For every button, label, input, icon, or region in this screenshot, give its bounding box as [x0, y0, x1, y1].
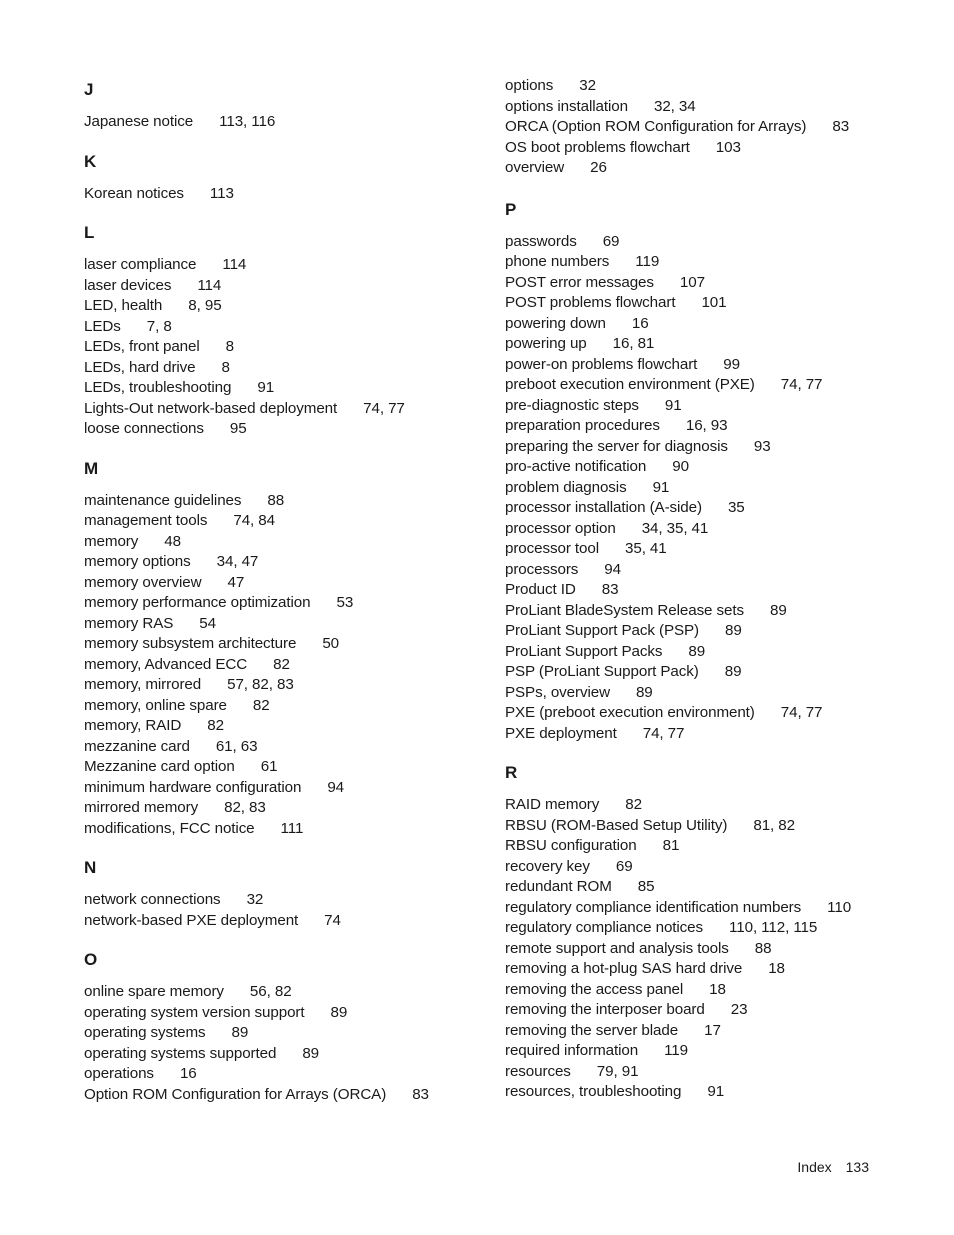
index-entry [84, 737, 484, 758]
index-term: LED, health [84, 297, 163, 314]
index-page-refs[interactable]: 119 [635, 253, 660, 270]
index-page-refs[interactable]: 57, 82, 83 [227, 676, 294, 693]
index-page-refs[interactable]: 107 [679, 273, 705, 291]
index-page-refs[interactable]: 16 [631, 314, 649, 332]
index-column-left [84, 70, 484, 1124]
index-page-refs[interactable]: 110 [827, 898, 852, 916]
index-entry [84, 696, 484, 717]
index-section-m [84, 459, 484, 840]
index-entry [84, 593, 484, 614]
index-entry [505, 580, 925, 601]
index-page-refs[interactable]: 82 [625, 796, 642, 813]
index-term: required information [505, 1042, 639, 1059]
index-entry [505, 1000, 925, 1021]
index-page-refs[interactable]: 8, 95 [188, 297, 222, 314]
index-page-refs[interactable]: 32 [579, 77, 596, 94]
index-entry [505, 1041, 925, 1062]
index-page-refs[interactable]: 110, 112, 115 [729, 919, 818, 936]
index-term: processor option [505, 519, 616, 537]
index-section-k [84, 152, 484, 205]
index-entry [505, 138, 925, 159]
index-page-refs[interactable]: 61, 63 [215, 737, 258, 755]
index-page-refs[interactable]: 113, 116 [219, 113, 276, 130]
index-entry [84, 276, 484, 297]
index-page-refs[interactable]: 82 [252, 696, 270, 714]
index-section-r [505, 763, 925, 1103]
index-entry [84, 1085, 484, 1106]
index-entry [505, 334, 925, 355]
index-term: resources, troubleshooting [505, 1083, 682, 1100]
index-entry [505, 703, 925, 724]
index-term: preboot execution environment (PXE) [505, 376, 755, 393]
index-term: power-on problems flowchart [505, 355, 698, 373]
index-page-refs[interactable]: 74, 77 [363, 399, 405, 417]
index-page-refs[interactable]: 82 [273, 655, 290, 673]
index-term: Japanese notice [84, 113, 194, 130]
index-entry [84, 798, 484, 819]
index-entry [505, 662, 925, 683]
index-term: resources [505, 1062, 571, 1080]
index-page-refs[interactable]: 79, 91 [596, 1062, 639, 1080]
index-page-refs[interactable]: 17 [704, 1021, 721, 1039]
index-page-refs[interactable]: 74 [324, 911, 341, 929]
index-page-refs[interactable]: 89 [769, 601, 787, 619]
index-page-refs[interactable]: 94 [604, 560, 621, 578]
index-entry [84, 491, 484, 512]
index-page-refs[interactable]: 99 [723, 355, 740, 373]
index-term: ProLiant Support Pack (PSP) [505, 622, 699, 639]
footer-page-number: 133 [845, 1159, 869, 1175]
index-page-refs[interactable]: 89 [302, 1044, 320, 1062]
index-entry [505, 498, 925, 519]
index-term: loose connections [84, 420, 204, 437]
index-page-refs[interactable]: 114 [197, 276, 222, 294]
index-term: pro-active notification [505, 458, 647, 475]
index-entry [505, 1082, 925, 1103]
index-entry [84, 675, 484, 696]
index-term: removing the access panel [505, 980, 684, 998]
index-term: powering down [505, 314, 606, 332]
index-page-refs[interactable]: 35, 41 [625, 540, 667, 557]
index-page-refs[interactable]: 8 [225, 338, 235, 355]
index-entry [505, 939, 925, 960]
index-entry [84, 757, 484, 778]
index-page-refs[interactable]: 18 [768, 960, 785, 977]
section-letter-heading: K [84, 151, 97, 171]
index-term: laser compliance [84, 256, 197, 273]
index-page-refs[interactable]: 35 [727, 499, 745, 516]
index-term: network connections [84, 891, 221, 908]
index-term: LEDs, troubleshooting [84, 379, 232, 396]
index-term: OS boot problems flowchart [505, 138, 690, 156]
index-entry [505, 273, 925, 294]
index-page-refs[interactable]: 88 [754, 939, 772, 957]
continued-entries [505, 76, 925, 179]
index-term: regulatory compliance identification numbers [505, 898, 802, 916]
index-entry [84, 511, 484, 532]
index-term: LEDs, front panel [84, 338, 200, 355]
index-term: removing the interposer board [505, 1001, 705, 1018]
index-page-refs[interactable]: 47 [227, 573, 245, 591]
index-term: remote support and analysis tools [505, 939, 729, 957]
index-section-p [505, 200, 925, 745]
index-term: mirrored memory [84, 799, 199, 816]
index-entry [84, 890, 484, 911]
index-term: memory RAS [84, 614, 174, 632]
index-term: mezzanine card [84, 737, 190, 755]
index-entry [505, 724, 925, 745]
section-letter-heading: O [84, 950, 98, 969]
index-term: operating systems [84, 1024, 206, 1041]
index-page-refs[interactable]: 69 [602, 232, 620, 250]
index-term: redundant ROM [505, 878, 612, 895]
index-entry [505, 416, 925, 437]
index-entry [505, 97, 925, 118]
index-entry [84, 614, 484, 635]
index-page-refs[interactable]: 18 [709, 980, 726, 998]
index-entry [505, 314, 925, 335]
index-entry [84, 184, 484, 205]
index-term: memory, mirrored [84, 676, 202, 693]
index-page-refs[interactable]: 23 [730, 1001, 748, 1018]
index-entry [84, 1023, 484, 1044]
index-term: operating system version support [84, 1003, 305, 1021]
index-page-refs[interactable]: 93 [753, 437, 771, 455]
section-letter-heading: P [505, 199, 517, 219]
index-entry [505, 683, 925, 704]
index-column-right [505, 70, 925, 1122]
index-page-refs[interactable]: 54 [199, 614, 216, 632]
index-term: memory, RAID [84, 717, 182, 734]
index-term: PXE (preboot execution environment) [505, 704, 755, 721]
index-term: modifications, FCC notice [84, 819, 255, 837]
index-page-refs[interactable]: 85 [637, 878, 655, 895]
index-entry [84, 1003, 484, 1024]
index-entry [84, 1044, 484, 1065]
index-term: ProLiant Support Packs [505, 642, 663, 660]
index-page-refs[interactable]: 89 [725, 622, 742, 639]
index-entry [84, 573, 484, 594]
index-term: PXE deployment [505, 724, 617, 742]
index-term: Product ID [505, 581, 576, 598]
index-term: memory options [84, 553, 191, 570]
index-section-o [84, 950, 484, 1105]
index-entry [505, 396, 925, 417]
index-term: POST error messages [505, 273, 654, 291]
index-page-refs[interactable]: 16 [179, 1065, 197, 1082]
index-entry [84, 337, 484, 358]
index-page-refs[interactable]: 90 [672, 458, 689, 475]
index-page-refs[interactable]: 74, 77 [642, 724, 685, 742]
index-page-refs[interactable]: 16, 81 [612, 335, 655, 352]
index-entry [84, 819, 484, 840]
index-term: laser devices [84, 276, 172, 294]
index-section-n [84, 858, 484, 931]
index-section-j [84, 80, 484, 133]
index-term: ORCA (Option ROM Configuration for Arrays) [505, 118, 807, 135]
index-term: preparation procedures [505, 417, 660, 434]
index-entry [505, 232, 925, 253]
index-term: POST problems flowchart [505, 294, 676, 311]
index-page-refs[interactable]: 83 [601, 581, 619, 598]
index-entry [84, 419, 484, 440]
index-term: minimum hardware configuration [84, 778, 302, 796]
index-term: passwords [505, 232, 577, 250]
index-page-refs[interactable]: 119 [664, 1042, 688, 1059]
index-page-refs[interactable]: 91 [664, 396, 682, 414]
index-page-refs[interactable]: 48 [164, 532, 181, 550]
index-term: LEDs, hard drive [84, 358, 196, 376]
index-page-refs[interactable]: 111 [280, 819, 304, 837]
index-term: Lights-Out network-based deployment [84, 399, 338, 417]
index-term: Option ROM Configuration for Arrays (ORCA) [84, 1085, 387, 1103]
index-page-refs[interactable]: 61 [260, 758, 278, 775]
index-entry [505, 539, 925, 560]
index-term: Mezzanine card option [84, 758, 235, 775]
section-letter-heading: M [84, 458, 99, 478]
index-page-refs[interactable]: 56, 82 [249, 983, 292, 1000]
index-entry [84, 255, 484, 276]
index-entry [84, 634, 484, 655]
section-letter-heading: N [84, 858, 97, 877]
index-term: PSPs, overview [505, 683, 610, 701]
index-term: powering up [505, 335, 587, 352]
index-term: preparing the server for diagnosis [505, 437, 728, 455]
index-term: removing the server blade [505, 1021, 679, 1039]
index-entry [505, 560, 925, 581]
index-term: options installation [505, 97, 628, 115]
index-entry [505, 980, 925, 1001]
index-page-refs[interactable]: 34, 47 [216, 553, 259, 570]
index-page-refs[interactable]: 89 [231, 1024, 249, 1041]
index-page-refs[interactable]: 81, 82 [753, 816, 795, 834]
index-entry [505, 1062, 925, 1083]
section-letter-heading: L [84, 223, 95, 242]
index-entry [84, 716, 484, 737]
index-term: PSP (ProLiant Support Pack) [505, 663, 699, 680]
index-page-refs[interactable]: 50 [322, 635, 340, 652]
index-page-refs[interactable]: 53 [336, 594, 354, 611]
index-term: operations [84, 1065, 154, 1082]
index-page-refs[interactable]: 26 [590, 159, 607, 176]
index-section-l [84, 223, 484, 440]
index-entry [505, 601, 925, 622]
index-term: pre-diagnostic steps [505, 396, 639, 414]
index-entry [505, 816, 925, 837]
index-entry [505, 478, 925, 499]
index-entry [505, 857, 925, 878]
index-page-refs[interactable]: 7, 8 [146, 317, 172, 335]
index-term: memory subsystem architecture [84, 635, 297, 652]
index-entry [505, 1021, 925, 1042]
index-page-refs[interactable]: 89 [724, 663, 742, 680]
index-term: RBSU (ROM-Based Setup Utility) [505, 816, 728, 834]
index-page-refs[interactable]: 32 [246, 891, 264, 908]
index-entry [84, 552, 484, 573]
index-entry [84, 317, 484, 338]
section-letter-heading: R [505, 763, 518, 782]
index-entry [505, 252, 925, 273]
index-term: maintenance guidelines [84, 491, 242, 509]
index-page-refs[interactable]: 82 [207, 717, 224, 734]
index-entry [84, 778, 484, 799]
index-entry [505, 877, 925, 898]
index-term: overview [505, 159, 565, 176]
footer-label: Index [797, 1159, 832, 1175]
index-page-refs[interactable]: 83 [412, 1085, 429, 1103]
index-entry [84, 1064, 484, 1085]
index-term: memory performance optimization [84, 594, 311, 611]
index-page-refs[interactable]: 95 [229, 420, 247, 437]
index-entry [505, 375, 925, 396]
index-page-refs[interactable]: 32, 34 [653, 97, 696, 115]
index-page-refs[interactable]: 103 [715, 138, 741, 156]
index-entry [84, 112, 484, 133]
index-entry [84, 399, 484, 420]
index-entry [84, 655, 484, 676]
index-term: options [505, 77, 554, 94]
index-term: removing a hot-plug SAS hard drive [505, 960, 743, 977]
index-page-refs[interactable]: 81 [662, 837, 680, 854]
index-entry [505, 457, 925, 478]
index-entry [505, 918, 925, 939]
index-entry [505, 621, 925, 642]
index-entry [84, 911, 484, 932]
index-entry [84, 358, 484, 379]
index-entry [505, 437, 925, 458]
index-term: Korean notices [84, 184, 184, 202]
index-entry [84, 378, 484, 399]
index-page-refs[interactable]: 74, 77 [780, 376, 823, 393]
index-page-refs[interactable]: 82, 83 [224, 799, 266, 816]
index-term: ProLiant BladeSystem Release sets [505, 601, 744, 619]
index-page-refs[interactable]: 88 [267, 491, 285, 509]
index-page-refs[interactable]: 89 [688, 642, 706, 660]
index-page-refs[interactable]: 89 [635, 683, 653, 701]
index-term: processors [505, 560, 579, 578]
index-term: LEDs [84, 317, 121, 335]
index-term: network-based PXE deployment [84, 911, 299, 929]
index-entry [505, 519, 925, 540]
index-term: memory [84, 532, 139, 550]
index-entry [505, 959, 925, 980]
index-entry [84, 982, 484, 1003]
index-term: memory, online spare [84, 696, 227, 714]
index-term: processor tool [505, 540, 599, 557]
index-term: recovery key [505, 857, 590, 875]
index-term: memory, Advanced ECC [84, 655, 248, 673]
index-term: processor installation (A-side) [505, 499, 702, 516]
index-entry [505, 642, 925, 663]
page-footer [797, 1158, 869, 1176]
index-page-refs[interactable]: 74, 77 [780, 704, 823, 721]
index-entry [84, 532, 484, 553]
index-page-refs[interactable]: 8 [221, 358, 230, 376]
index-term: memory overview [84, 573, 202, 591]
section-letter-heading: J [84, 80, 94, 99]
index-page-refs[interactable]: 91 [652, 478, 670, 496]
index-page-refs[interactable]: 91 [707, 1083, 725, 1100]
index-entry [505, 76, 925, 97]
index-term: RAID memory [505, 796, 600, 813]
index-entry [505, 117, 925, 138]
index-page-refs[interactable]: 83 [832, 118, 850, 135]
index-page-refs[interactable]: 113 [209, 184, 234, 202]
index-term: regulatory compliance notices [505, 919, 704, 936]
index-term: problem diagnosis [505, 478, 627, 496]
index-page-refs[interactable]: 101 [701, 294, 727, 311]
index-term: RBSU configuration [505, 837, 637, 854]
index-page-refs[interactable]: 69 [615, 857, 633, 875]
index-entry [505, 355, 925, 376]
index-term: online spare memory [84, 983, 224, 1000]
index-page-refs[interactable]: 94 [327, 778, 345, 796]
index-entry [505, 836, 925, 857]
index-term: operating systems supported [84, 1044, 277, 1062]
index-entry [84, 296, 484, 317]
index-page-refs[interactable]: 34, 35, 41 [641, 519, 709, 537]
index-page-refs[interactable]: 16, 93 [685, 417, 728, 434]
index-term: management tools [84, 512, 208, 529]
index-page-refs[interactable]: 114 [222, 256, 247, 273]
index-page-refs[interactable]: 91 [257, 379, 275, 396]
index-entry [505, 293, 925, 314]
index-entry [505, 898, 925, 919]
index-page-refs[interactable]: 89 [330, 1003, 348, 1021]
index-entry [505, 158, 925, 179]
index-term: phone numbers [505, 253, 610, 270]
index-entry [505, 795, 925, 816]
index-page-refs[interactable]: 74, 84 [233, 512, 275, 529]
